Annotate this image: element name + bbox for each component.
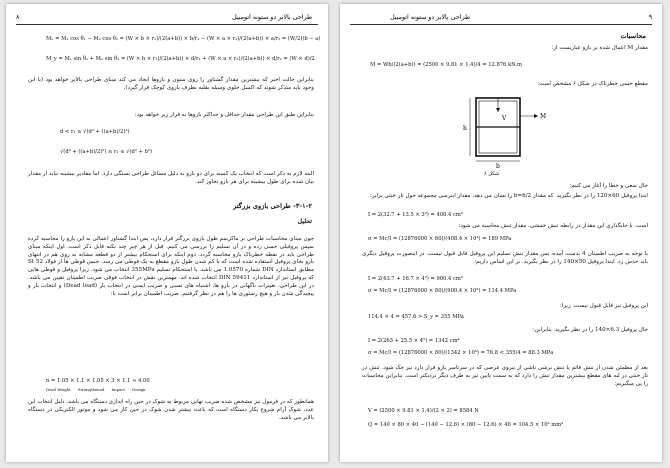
right-paragraph-4: ابتدا پروفیل 60×120 را در نظر بگیرید. که مقدار b=h/2 را نشان می دهد. مقدار اینرسی مجموعه حول تار خنثی برابر: <box>369 193 648 199</box>
equation-first-moment: Q = 140 × 80 × 40 − (140 − 12.6) × (80 − 12.6) × 40 = 104.5 × 10³ mm³ <box>368 422 564 428</box>
page-header-title-left: طراحی بالابر دو ستونه اتومبیل <box>232 14 312 21</box>
page-left <box>6 4 328 462</box>
section-title-right: محاسبات <box>620 32 646 40</box>
moment-arrowhead <box>534 114 538 118</box>
page-header-left <box>16 13 318 25</box>
safety-label: Impact <box>111 387 125 392</box>
equation-moment: M = Wb/(2(a+b)) = (2500 × 9.81 × 1.4)/4 = 12.876 kN.m <box>370 62 522 68</box>
paragraph-5: همانطور که در فرمول نیز مشخص شده ضریب نهایی مربوط به شوک در حین راه اندازی دستگاه می باشد. دلیل انتخاب این عدد، شوک آرام شروع بکار دستگاه است که باعث بیشتر شدن شوک در حین کار می شود و موتور الکتریکی در دستگاه بالابر می باشد. <box>28 399 314 422</box>
equation-inertia-3: I = 2(263 + 25.5 × 4²) = 1342 cm⁴ <box>368 338 460 344</box>
section-title-left: ۳-۱-۲- طراحی بازوی بزرگتر <box>233 202 312 210</box>
equation-safety-factor: n = 1.05 × 1.1 × 1.05 × 3 × 1.1 ≈ 4.00 <box>46 378 150 384</box>
paragraph-2: بنابراین طبق این طراحی مقدار حداقل و حداکثر بازوها به قرار زیر خواهد بود: <box>134 112 314 118</box>
equation-my: M_y = M₁ sin θ₁ + M₂ sin θ₂ = (W × b × r₁)/(2(a+b)) × d/r₁ + (W × a × r₂)/(2(a+b)) × d/r₂ = (W × d)/2 <box>46 56 315 62</box>
right-paragraph-5: است. با جایگذاری این مقدار در رابطه تنش خمشی، مقدار تنش محاسبه می شود: <box>458 223 648 229</box>
paragraph-3: البته لازم به ذکر است که انتخاب یک کمینه برای دو بازو به دلیل مسائل طراحی بستگی دارد. اما مقادیر بیشینه نباید از مقدار بیان شده برای طول بیشینه برای هر بازو تجاوز کند. <box>28 171 314 186</box>
equation-shear-force: V = (2500 × 9.81 × 1.4)/(2 × 2) = 8584 N <box>368 408 479 414</box>
right-paragraph-6: با توجه به ضریب اطمینان 4 بدست آمده، پس مقدار تنش تسلیم این پروفیل قابل قبول نیست. در اینصورت پروفیل دیگری باید حدس زد. ابتدا پروفیل 50×140 را در نظر بگیرید. بر این اساس داریم: <box>362 251 648 266</box>
label-b: b <box>496 163 500 170</box>
safety-label: Design <box>132 387 146 392</box>
right-paragraph-2: مقطع حسی خطرناک در شکل ۶ مشخص است: <box>537 81 648 87</box>
equation-stress-1: σ = Mc/I = (12876000 × 60)/(408.4 × 10⁴) = 189 MPa <box>368 236 512 242</box>
equation-stress-3: σ = Mc/I = (12876000 × 80)/(1342 × 10⁴) = 76.8 < 355/4 = 88.3 MPa <box>368 350 554 356</box>
safety-label: Dead Weight <box>46 387 71 392</box>
label-v: V <box>502 115 507 122</box>
right-paragraph-3: حال سعی و خطا را آغاز می کنیم: <box>569 183 648 189</box>
equation-check-1: 114.4 × 4 = 457.6 > S_y = 355 MPa <box>368 314 464 320</box>
inequality-r2: √(d² + ((a+b)/2)²) ≤ r₂ ≤ √(d² + b²) <box>60 149 153 155</box>
right-paragraph-9: بعد از مطمئن شدن از تنش قائم یا تنش برشی ناشی از نیروی عرضی که در سرتاسر بازو قرار دارد نیز چک شود. تنش در تار خنثی در لبه های مقطع بیشترین مقدار تنش را دارد که به سمت پایین نیز به طرف دیگر نزدیکتر است. بنابراین محاسبات را پی میگیریم: <box>362 365 648 388</box>
right-paragraph-8: حال پروفیل 6.3×140 را در نظر بگیرید. بنابراین: <box>532 327 648 333</box>
page-header-right <box>350 13 652 25</box>
page-header-title-right: طراحی بالابر دو ستونه اتومبیل <box>390 14 470 21</box>
paragraph-1: بنابراین حالت اخیر که بیشترین مقدار گشتاور را روی ستون و بازوها ایجاد می کند مبنای طراحی بالابر خواهد بود (با این وجود باید متذکر شوند که اکسل جلوی وسیله نقلیه بطرف بازوی کوچک قرار گیرد). <box>28 77 314 92</box>
equation-inertia-2: I = 2(43.7 + 16.7 × 4²) = 900.4 cm⁴ <box>368 276 463 282</box>
equation-mx: Mₓ = M₁ cos θ₁ − M₂ cos θ₂ = (W × b × r₁)/(2(a+b)) × b/r₁ − (W × a × r₂)/(2(a+b)) × a/r₂ = (W/2)(b − a) <box>46 36 321 42</box>
cross-section-figure <box>458 94 558 170</box>
page-number-left: ۸ <box>16 14 20 21</box>
right-paragraph-1: مقدار M اعمال شده بر بازو عبارتست از: <box>551 45 648 51</box>
page-number-right: ۹ <box>648 14 652 21</box>
equation-stress-2: σ = Mc/I = (12876000 × 80)/(900.4 × 10⁴) = 114.4 MPa <box>368 288 517 294</box>
label-m: M <box>540 113 547 120</box>
safety-label: Strengthened <box>77 387 105 392</box>
safety-factor-labels <box>46 387 146 392</box>
right-paragraph-7: این پروفیل نیز قابل قبول نیست. زیرا: <box>559 303 648 309</box>
label-h: h <box>463 125 467 132</box>
page-right <box>340 4 662 462</box>
shear-arrowhead <box>496 108 500 112</box>
subsection-title: تحلیل <box>297 218 312 225</box>
figure-caption: شکل ۶ <box>484 171 500 177</box>
inequality-r1: d < r₁ ≤ √(d² + ((a+b)/2)²) <box>60 129 130 135</box>
paragraph-4: چون مبنای محاسبات طراحی بر ماکزیمم طول بازوی بزرگتر قرار دارد، پس ابتدا گشتاور اعمالی به این بازو را محاسبه کرده سپس پروفیلی حسی زده و در آن تسلیم را بررسی می کنیم. قبل از هر چیز چند نکته قابل ذکر است. اول اینکه مبنای طراحی باید در نقطه خطرناک بازو محاسبه گردد. دوم اینکه برای استحکام بیشتر از دو قطعه مشابه به روی هم در انتهای بازو بجای پروفیل استفاده شده است که با کم شدن طول بازو مقطع به یک قوطی می رسد. جنس قوطی ها از فولاد St 52 مطابق استاندارد DIN شماره 1.0570 می باشد. با استحکام تسلیم 355MPa انتخاب می شود. زیرا پروفیل و قوطی هایی که پروفیل نیز از استاندارد DIN 59411 انتخاب شده اند. مهمترین نقش در انتخاب فوقی ضریب اطمینان تعیین می باشد. در این طراحی، تغییرات ناگهانی در بازو ها، اشتباه های نسبی و ضریب ایمنی در انتخاب بار (Dead load) و انتخاب بار و پیچیدگی شدن بار و هیچ رستوری ها را هم در نظر گرفتیم. ضریب اطمینان برابر است با: <box>28 236 315 297</box>
equation-inertia-1: I = 2(32.7 + 13.5 × 3²) = 408.4 cm⁴ <box>368 212 463 218</box>
